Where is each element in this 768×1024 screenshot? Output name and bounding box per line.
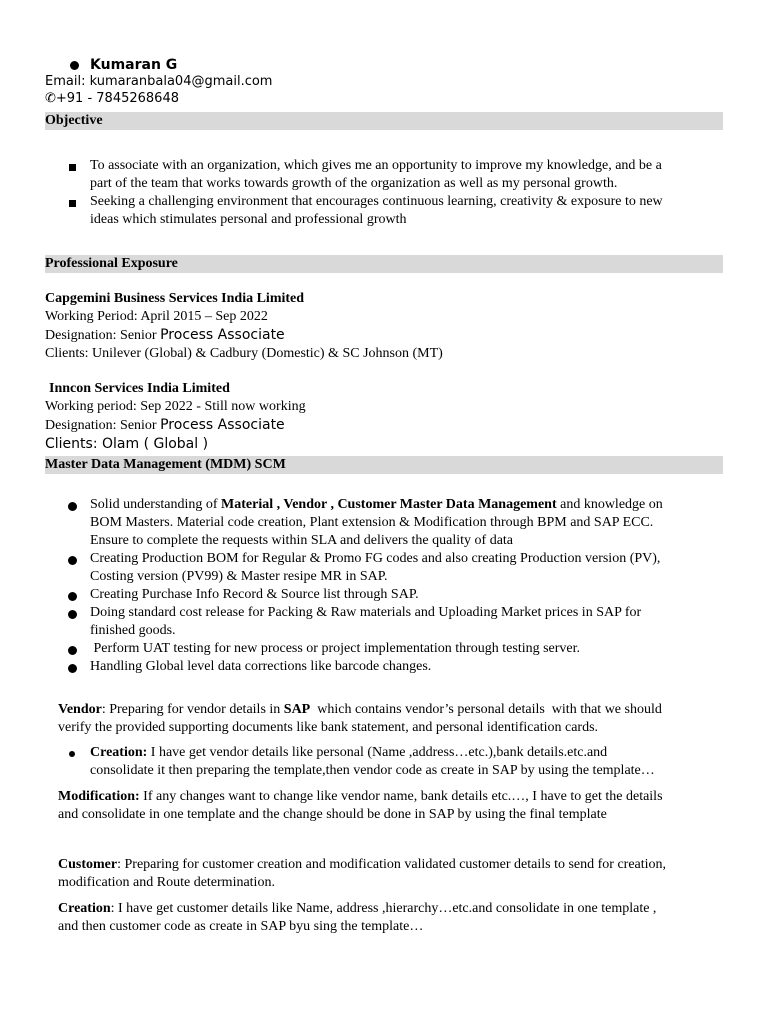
round-bullet-icon — [68, 646, 77, 655]
objective-heading-text: Objective — [45, 113, 103, 128]
exposure-heading — [45, 255, 723, 273]
round-bullet-icon — [68, 502, 77, 511]
square-bullet-icon — [69, 164, 76, 171]
exposure-heading-text: Professional Exposure — [45, 256, 178, 271]
mdm-item-2: Creating Production BOM for Regular & Promo FG codes and also creating Production version (PV), Costing version (PV99) & Master resipe MR in SAP. — [90, 551, 661, 584]
round-bullet-icon — [68, 664, 77, 673]
customer-intro: Customer: Preparing for customer creation and modification validated customer details to send for creation, modification and Route determination. — [58, 857, 667, 890]
mdm-item-3: Creating Purchase Info Record & Source list through SAP. — [90, 587, 419, 602]
small-bullet-icon — [69, 751, 75, 757]
objective-item-1: To associate with an organization, which gives me an opportunity to improve my knowledge, and be a part of the team that works towards growth of the organization as well as my personal growth. — [90, 158, 662, 191]
square-bullet-icon — [69, 200, 76, 207]
job-company: Capgemini Business Services India Limited — [45, 291, 305, 306]
job-capgemini — [45, 290, 443, 363]
customer-creation: Creation: I have get customer details like Name, address ,hierarchy…etc.and consolidate in one template , and then customer code as create in SAP byu sing the template… — [58, 901, 657, 934]
job-inncon — [45, 380, 306, 453]
mdm-heading — [45, 456, 723, 474]
vendor-modification: Modification: If any changes want to change like vendor name, bank details etc.…, I have to get the details and consolidate in one template and the change should be done in SAP by using the final template — [58, 789, 663, 822]
mdm-item-5: Perform UAT testing for new process or project implementation through testing server. — [90, 641, 581, 656]
phone-line: ✆+91 - 7845268648 — [45, 91, 179, 106]
job-period: Working Period: April 2015 – Sep 2022 — [45, 309, 268, 324]
email-line: Email: kumaranbala04@gmail.com — [45, 74, 273, 89]
vendor-creation: Creation: I have get vendor details like personal (Name ,address…etc.),bank details.etc.and consolidate it then preparing the template,then vendor code as create in SAP by using the template… — [90, 745, 655, 778]
mdm-heading-text: Master Data Management (MDM) SCM — [45, 457, 286, 472]
round-bullet-icon — [68, 592, 77, 601]
vendor-intro: Vendor: Preparing for vendor details in SAP which contains vendor’s personal details with that we should verify the provided supporting documents like bank statement, and personal identification cards. — [58, 702, 662, 735]
candidate-name: Kumaran G — [90, 57, 178, 73]
round-bullet-icon — [68, 610, 77, 619]
round-bullet-icon — [68, 556, 77, 565]
job-clients: Clients: Unilever (Global) & Cadbury (Domestic) & SC Johnson (MT) — [45, 346, 443, 361]
mdm-item-6: Handling Global level data corrections like barcode changes. — [90, 659, 432, 674]
job-company: Inncon Services India Limited — [49, 381, 230, 396]
job-designation: Designation: Senior Process Associate — [45, 417, 285, 433]
job-period: Working period: Sep 2022 - Still now working — [45, 399, 306, 414]
job-clients: Clients: Olam ( Global ) — [45, 436, 209, 452]
job-designation: Designation: Senior Process Associate — [45, 327, 285, 343]
objective-item-2: Seeking a challenging environment that encourages continuous learning, creativity & exposure to new ideas which stimulates personal and professional growth — [90, 194, 663, 227]
mdm-item-4: Doing standard cost release for Packing & Raw materials and Uploading Market prices in SAP for finished goods. — [90, 605, 642, 638]
objective-heading — [45, 112, 723, 130]
mdm-item-1: Solid understanding of Material , Vendor , Customer Master Data Management and knowledge on BOM Masters. Material code creation, Plant extension & Modification through BPM and SAP ECC. Ensure to complete the requests within SLA and delivers the quality of data — [90, 497, 663, 548]
name-bullet-icon — [70, 61, 79, 70]
